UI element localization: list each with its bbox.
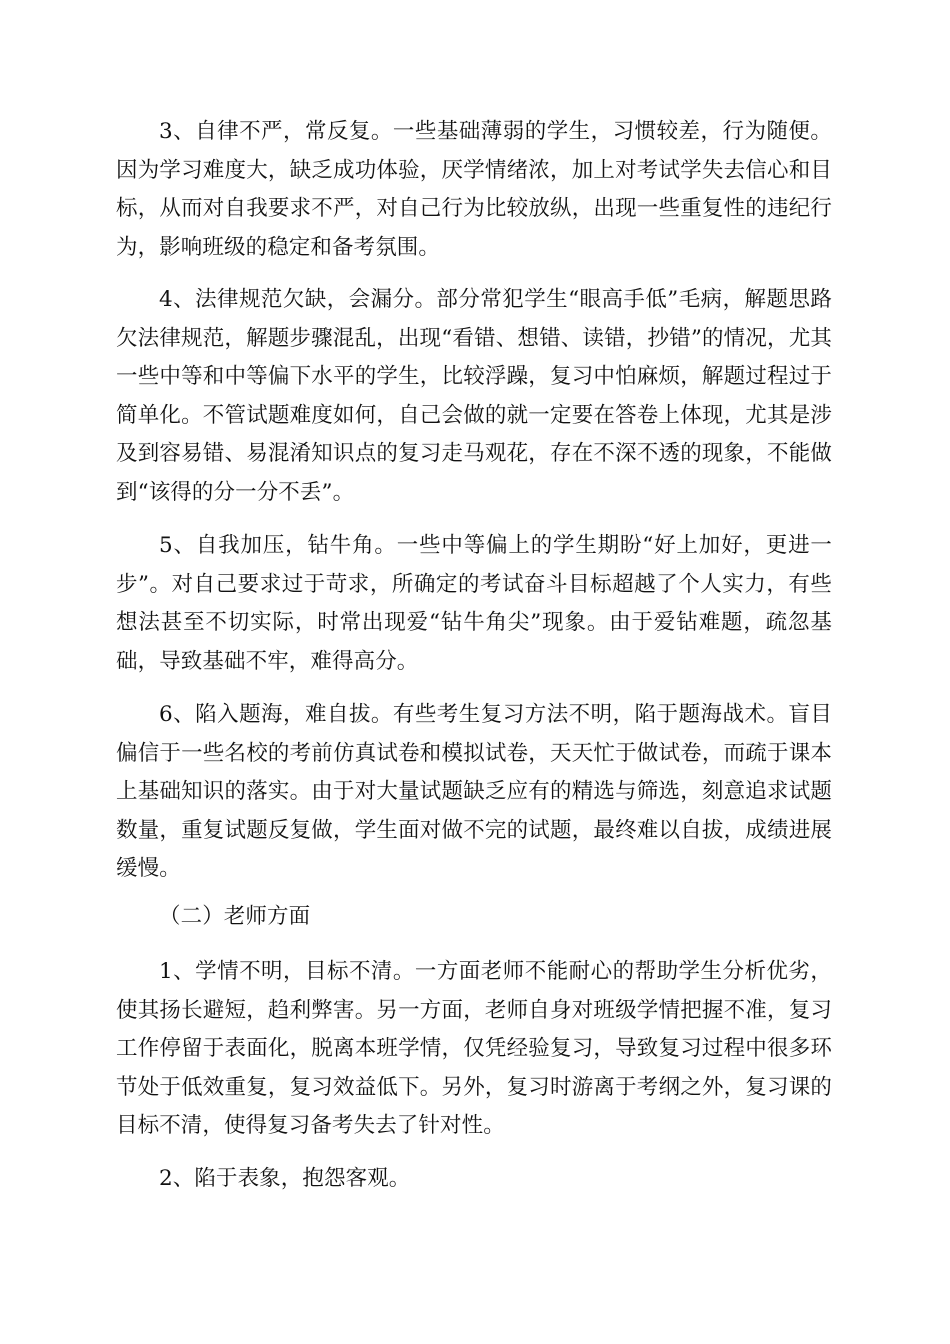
paragraph-3-self-discipline: 3、自律不严，常反复。一些基础薄弱的学生，习惯较差，行为随便。因为学习难度大，缺乏成功体验，厌学情绪浓，加上对考试学失去信心和目标，从而对自我要求不严，对自己行为比较放纵，出现一些重复性的违纪行为，影响班级的稳定和备考氛围。 <box>116 119 832 260</box>
paragraph-5-self-pressure: 5、自我加压，钻牛角。一些中等偏上的学生期盼“好上加好，更进一步”。对自己要求过于苛求，所确定的考试奋斗目标超越了个人实力，有些想法甚至不切实际，时常出现爱“钻牛角尖”现象。由于爱钻难题，疏忽基础，导致基础不牢，难得高分。 <box>116 533 832 674</box>
paragraph-2-surface-complaints: 2、陷于表象，抱怨客观。 <box>159 1166 411 1191</box>
paragraph-1-unclear-goals: 1、学情不明，目标不清。一方面老师不能耐心的帮助学生分析优劣，使其扬长避短，趋利弊害。另一方面，老师自身对班级学情把握不准，复习工作停留于表面化，脱离本班学情，仅凭经验复习，导致复习过程中很多环节处于低效重复，复习效益低下。另外，复习时游离于考纲之外，复习课的目标不清，使得复习备考失去了针对性。 <box>116 959 832 1138</box>
paragraph-6-question-sea: 6、陷入题海，难自拔。有些考生复习方法不明，陷于题海战术。盲目偏信于一些名校的考前仿真试卷和模拟试卷，天天忙于做试卷，而疏于课本上基础知识的落实。由于对大量试题缺乏应有的精选与筛选，刻意追求试题数量，重复试题反复做，学生面对做不完的试题，最终难以自拔，成绩进展缓慢。 <box>116 702 832 881</box>
paragraph-4-norms-lacking: 4、法律规范欠缺，会漏分。部分常犯学生“眼高手低”毛病，解题思路欠法律规范，解题步骤混乱，出现“看错、想错、读错，抄错”的情况，尤其一些中等和中等偏下水平的学生，比较浮躁，复习中怕麻烦，解题过程过于简单化。不管试题难度如何，自己会做的就一定要在答卷上体现，尤其是涉及到容易错、易混淆知识点的复习走马观花，存在不深不透的现象，不能做到“该得的分一分不丢”。 <box>116 287 832 505</box>
section-heading-teachers: （二）老师方面 <box>159 904 311 929</box>
